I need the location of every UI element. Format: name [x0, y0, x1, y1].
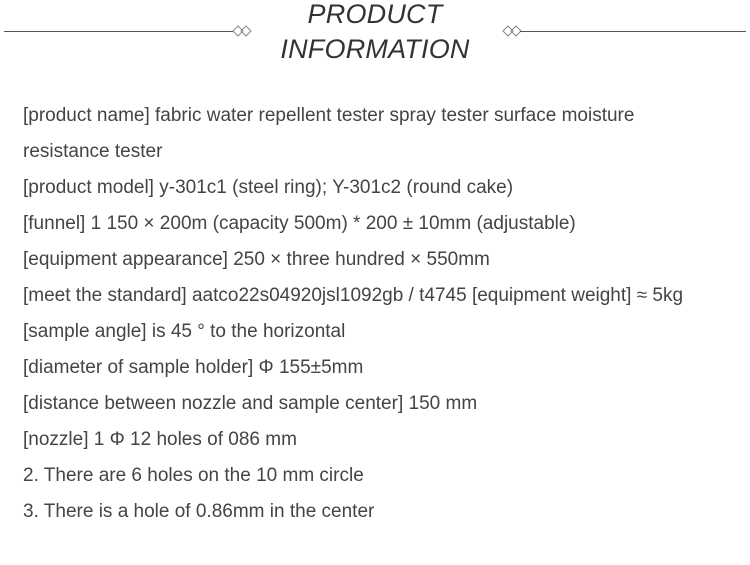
double-diamond-icon: [500, 25, 522, 37]
info-line: [equipment appearance] 250 × three hundred × 550mm: [23, 249, 490, 270]
info-line: [nozzle] 1 Φ 12 holes of 086 mm: [23, 429, 297, 450]
header-rule-left: [4, 31, 233, 32]
info-line: [meet the standard] aatco22s04920jsl1092gb / t4745 [equipment weight] ≈ 5kg: [23, 285, 684, 306]
info-line: [sample angle] is 45 ° to the horizontal: [23, 321, 346, 342]
info-line: 2. There are 6 holes on the 10 mm circle: [23, 465, 364, 486]
page-title: [250, 0, 500, 67]
page-title-line1: PRODUCT: [307, 0, 443, 29]
info-line: [funnel] 1 150 × 200m (capacity 500m) * 200 ± 10mm (adjustable): [23, 213, 576, 234]
section-header: [0, 0, 750, 70]
info-line: 3. There is a hole of 0.86mm in the center: [23, 501, 375, 522]
info-line: [product name] fabric water repellent tester spray tester surface moisture: [23, 105, 635, 126]
info-line: [product model] y-301c1 (steel ring); Y-301c2 (round cake): [23, 177, 514, 198]
product-info-list: [23, 98, 743, 530]
info-line: [distance between nozzle and sample center] 150 mm: [23, 393, 478, 414]
info-line: resistance tester: [23, 141, 163, 162]
header-rule-right: [520, 31, 746, 32]
info-line: [diameter of sample holder] Φ 155±5mm: [23, 357, 364, 378]
page-title-line2: INFORMATION: [280, 34, 470, 64]
